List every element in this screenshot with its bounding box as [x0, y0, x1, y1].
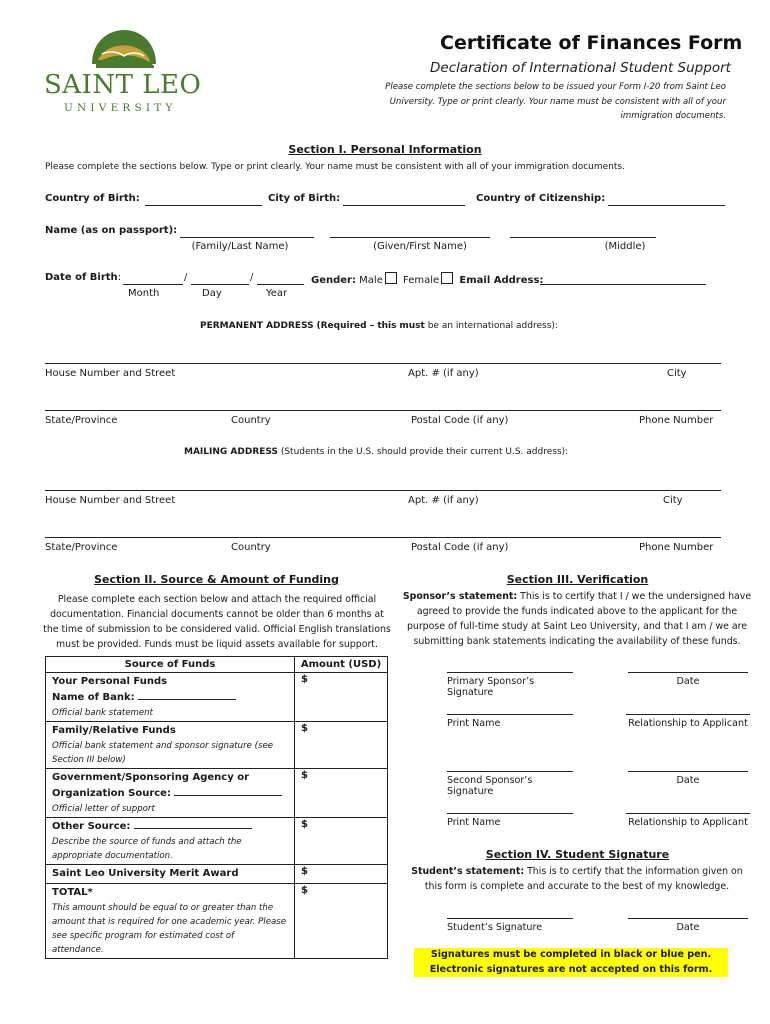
dob-separator-1: / — [184, 272, 188, 283]
university-logo — [40, 26, 202, 118]
country-of-birth-field[interactable] — [145, 205, 262, 206]
section2-instructions: Please complete each section below and attach the required official documentation. Financial documents cannot be older than 6 months at the time of submission to be considered valid. Official English translations must be provided. Funds must be liquid assets available for support. — [43, 594, 391, 650]
organization-source-label: Organization Source: — [52, 788, 171, 799]
section1-heading: Section I. Personal Information — [288, 143, 482, 156]
country-of-citizenship-field[interactable] — [608, 205, 725, 206]
dob-row — [45, 272, 121, 283]
table-row — [46, 673, 388, 722]
day-caption: Day — [202, 288, 222, 299]
mailing-apt-caption: Apt. # (if any) — [408, 495, 479, 506]
city-of-birth-field[interactable] — [343, 205, 465, 206]
second-sponsor-print-name[interactable] — [447, 813, 573, 828]
funding-table — [45, 656, 388, 959]
second-sponsor-print-name-caption: Print Name — [447, 817, 501, 828]
mailing-state-line[interactable] — [45, 537, 721, 538]
dob-year-field[interactable] — [257, 284, 304, 285]
form-subtitle: Declaration of International Student Support — [430, 60, 731, 76]
personal-funds-label: Your Personal Funds — [52, 676, 168, 687]
female-checkbox[interactable] — [441, 272, 453, 284]
mailing-phone-caption: Phone Number — [639, 542, 714, 553]
permanent-address-title: PERMANENT ADDRESS — [200, 321, 314, 331]
male-checkbox[interactable] — [385, 272, 397, 284]
dob-colon: : — [117, 272, 122, 283]
mailing-address-note: (Students in the U.S. should provide their current U.S. address): — [280, 447, 569, 457]
dollar-sign: $ — [301, 866, 308, 877]
dollar-sign: $ — [301, 723, 308, 734]
other-source-amount[interactable] — [295, 818, 388, 865]
student-signature[interactable] — [447, 918, 573, 933]
gender-label: Gender: — [311, 275, 356, 286]
government-funds-cell — [46, 769, 295, 818]
student-statement — [402, 864, 752, 894]
dob-day-field[interactable] — [191, 284, 249, 285]
logo-university: UNIVERSITY — [64, 102, 177, 114]
permanent-postal-caption: Postal Code (if any) — [411, 415, 509, 426]
form-title: Certificate of Finances Form — [440, 32, 743, 54]
primary-sponsor-date-caption: Date — [676, 676, 700, 687]
table-row — [46, 818, 388, 865]
other-source-field[interactable] — [134, 819, 252, 829]
name-of-bank-field[interactable] — [138, 690, 236, 700]
second-sponsor-relationship[interactable] — [626, 813, 750, 828]
student-date[interactable] — [628, 918, 748, 933]
second-sponsor-signature[interactable] — [447, 771, 573, 797]
primary-sponsor-print-name-caption: Print Name — [447, 718, 501, 729]
mailing-street-line[interactable] — [45, 490, 721, 491]
primary-sponsor-relationship[interactable] — [626, 714, 750, 729]
permanent-state-line[interactable] — [45, 410, 721, 411]
name-of-bank-row — [52, 690, 288, 706]
female-label: Female — [403, 275, 440, 286]
dollar-sign: $ — [301, 819, 308, 830]
family-funds-amount[interactable] — [295, 722, 388, 769]
dollar-sign: $ — [301, 885, 308, 896]
middle-name-caption: (Middle) — [604, 241, 646, 252]
col-source-of-funds: Source of Funds — [46, 657, 295, 673]
city-of-birth-label: City of Birth: — [268, 193, 341, 204]
country-of-birth-label: Country of Birth: — [45, 193, 140, 204]
table-row — [46, 865, 388, 884]
merit-award-cell — [46, 865, 295, 884]
organization-source-field[interactable] — [174, 786, 282, 796]
primary-sponsor-signature[interactable] — [447, 672, 573, 698]
total-cell — [46, 884, 295, 959]
mailing-state-caption: State/Province — [45, 542, 118, 553]
mailing-address-title: MAILING ADDRESS — [184, 447, 278, 457]
col-amount: Amount (USD) — [295, 657, 388, 673]
section1-instructions: Please complete the sections below. Type or print clearly. Your name must be consistent with all of your immigration documents. — [45, 162, 625, 172]
name-of-bank-label: Name of Bank: — [52, 692, 135, 703]
sponsor-statement — [402, 589, 752, 649]
sponsor-statement-text: This is to certify that I / we the undersigned have agreed to provide the funds indicated above to the applicant for the purpose of full-time study at Saint Leo University, and that I am / we are submitting bank statements indicating the availability of these funds. — [406, 591, 752, 647]
personal-funds-amount[interactable] — [295, 673, 388, 722]
permanent-address-heading — [200, 321, 558, 331]
funding-table-header — [46, 657, 388, 673]
government-funds-note: Official letter of support — [52, 804, 155, 814]
mailing-house-caption: House Number and Street — [45, 495, 176, 506]
table-row — [46, 769, 388, 818]
month-caption: Month — [128, 288, 160, 299]
mailing-address-heading — [184, 447, 568, 457]
family-funds-cell — [46, 722, 295, 769]
other-source-row — [52, 819, 288, 835]
primary-sponsor-signature-caption: Primary Sponsor’s Signature — [447, 676, 535, 698]
dob-label: Date of Birth — [45, 272, 118, 283]
dollar-sign: $ — [301, 674, 308, 685]
gender-row — [311, 272, 543, 286]
government-funds-label: Government/Sponsoring Agency or — [52, 772, 250, 783]
permanent-apt-caption: Apt. # (if any) — [408, 368, 479, 379]
permanent-must: must — [399, 321, 425, 331]
permanent-street-line[interactable] — [45, 363, 721, 364]
permanent-rest: be an international address): — [427, 321, 558, 331]
student-statement-label: Student’s statement: — [411, 866, 525, 877]
given-name-caption: (Given/First Name) — [373, 241, 467, 252]
merit-award-amount[interactable] — [295, 865, 388, 884]
total-amount[interactable] — [295, 884, 388, 959]
other-source-cell — [46, 818, 295, 865]
table-row — [46, 884, 388, 959]
student-signature-caption: Student’s Signature — [447, 922, 543, 933]
dob-month-field[interactable] — [123, 284, 183, 285]
family-name-field[interactable] — [180, 237, 314, 238]
personal-funds-cell — [46, 673, 295, 722]
mailing-postal-caption: Postal Code (if any) — [411, 542, 509, 553]
family-name-caption: (Family/Last Name) — [191, 241, 289, 252]
given-name-field[interactable] — [330, 237, 490, 238]
section3-heading: Section III. Verification — [506, 573, 649, 586]
country-of-citizenship-label: Country of Citizenship: — [476, 193, 606, 204]
signature-notice: Signatures must be completed in black or blue pen. Electronic signatures are not accepted on this form. — [414, 948, 728, 977]
merit-award-label: Saint Leo University Merit Award — [52, 868, 239, 879]
permanent-required: (Required – this — [316, 321, 397, 331]
sponsor-statement-label: Sponsor’s statement: — [402, 591, 518, 602]
organization-source-row — [52, 786, 288, 802]
permanent-country-caption: Country — [231, 415, 271, 426]
logo-saint-leo: SAINT LEO — [44, 70, 202, 100]
primary-sponsor-date[interactable] — [628, 672, 748, 687]
student-statement-text: This is to certify that the information given on this form is complete and accurate to the best of my knowledge. — [424, 866, 743, 892]
primary-sponsor-relationship-caption: Relationship to Applicant — [628, 718, 748, 729]
family-funds-note: Official bank statement and sponsor signature (see Section III below) — [52, 741, 274, 765]
dollar-sign: $ — [301, 770, 308, 781]
permanent-house-caption: House Number and Street — [45, 368, 176, 379]
email-label: Email Address: — [459, 275, 544, 286]
permanent-state-caption: State/Province — [45, 415, 118, 426]
second-sponsor-signature-caption: Second Sponsor’s Signature — [447, 775, 533, 797]
second-sponsor-date[interactable] — [628, 771, 748, 786]
section2-heading: Section II. Source & Amount of Funding — [94, 573, 339, 586]
mailing-country-caption: Country — [231, 542, 271, 553]
name-label: Name (as on passport): — [45, 225, 178, 236]
total-label: TOTAL* — [52, 887, 93, 898]
header-instructions: Please complete the sections below to be issued your Form I-20 from Saint Leo University. Type or print clearly. Your name must be consistent with all of your immigration documents. — [385, 82, 726, 121]
other-source-label: Other Source: — [52, 821, 131, 832]
other-source-note: Describe the source of funds and attach the appropriate documentation. — [52, 837, 242, 861]
total-note: This amount should be equal to or greater than the amount that is required for one academic year. Please see specific program for estimated cost of attendance. — [52, 903, 287, 955]
year-caption: Year — [266, 288, 288, 299]
student-date-caption: Date — [676, 922, 700, 933]
email-field[interactable] — [540, 284, 706, 285]
dob-separator-2: / — [250, 272, 254, 283]
middle-name-field[interactable] — [510, 237, 656, 238]
personal-funds-note: Official bank statement — [52, 708, 153, 718]
male-label: Male — [359, 275, 383, 286]
family-funds-label: Family/Relative Funds — [52, 725, 176, 736]
mailing-city-caption: City — [663, 495, 683, 506]
second-sponsor-date-caption: Date — [676, 775, 700, 786]
second-sponsor-relationship-caption: Relationship to Applicant — [628, 817, 748, 828]
section4-heading: Section IV. Student Signature — [485, 848, 670, 861]
table-row — [46, 722, 388, 769]
government-funds-amount[interactable] — [295, 769, 388, 818]
primary-sponsor-print-name[interactable] — [447, 714, 573, 729]
permanent-phone-caption: Phone Number — [639, 415, 714, 426]
permanent-city-caption: City — [667, 368, 687, 379]
